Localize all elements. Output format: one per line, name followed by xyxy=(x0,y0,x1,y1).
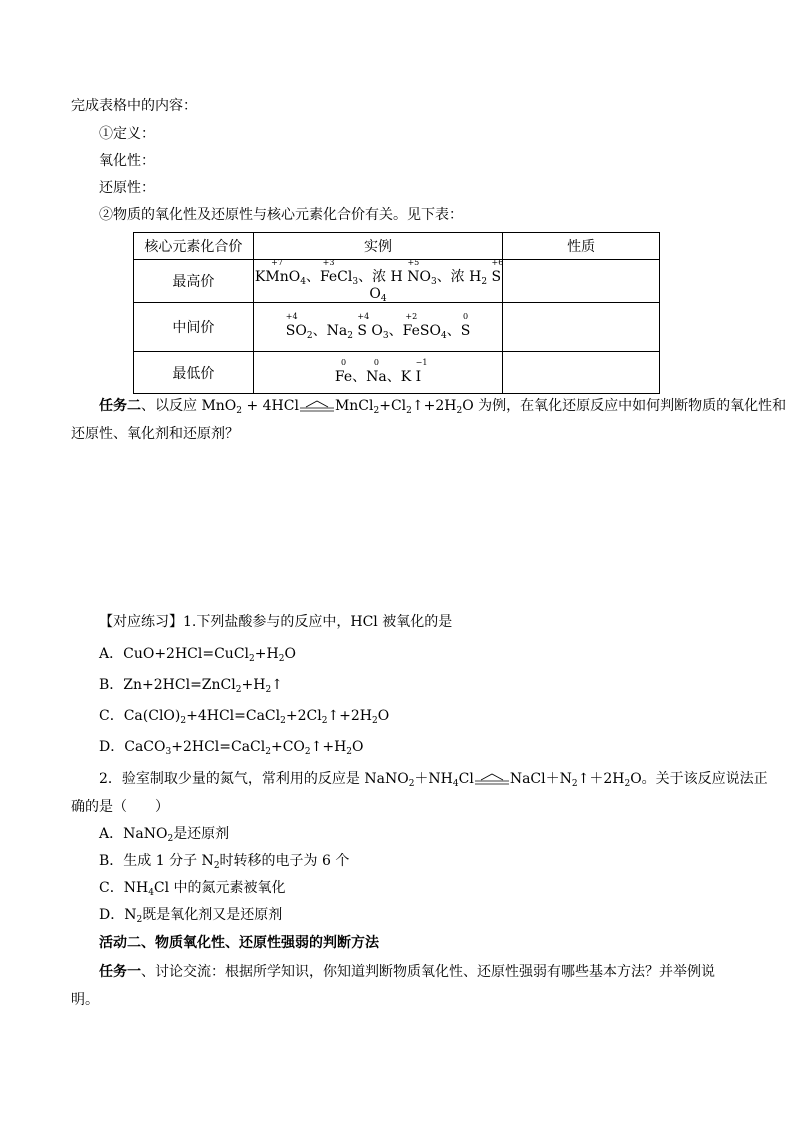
row-property xyxy=(503,352,660,394)
q2-line1: 2．验室制取少量的氮气，常利用的反应是 $NaNO_2+NH_4Cl$ $NaCl+N_2↑+2H_2O$。关于该反应说法正 xyxy=(99,771,768,789)
task2-label: 任务二 xyxy=(99,398,141,414)
practice-header: 【对应练习】1.下列盐酸参与的反应中，HCl 被氧化的是 xyxy=(99,614,453,630)
table-row xyxy=(134,260,660,303)
header-property: 性质 xyxy=(503,233,660,260)
heat-equal-sign-icon xyxy=(299,400,335,412)
activity2-heading: 活动二、物质氧化性、还原性强弱的判断方法 xyxy=(99,935,379,951)
q2-option-b: B．生成 1 分子 $N_2$时转移的电子为 6 个 xyxy=(99,853,350,871)
task2-line2: 还原性、氧化剂和还原剂？ xyxy=(71,426,239,442)
header-valence: 核心元素化合价 xyxy=(134,233,254,260)
row-property xyxy=(503,260,660,303)
table-row xyxy=(134,352,660,394)
q2-option-d: D．$N_2$既是氧化剂又是还原剂 xyxy=(99,907,283,925)
q2-option-a: A．NaNO$_2$是还原剂 xyxy=(99,826,230,844)
row-label: 最低价 xyxy=(134,352,254,394)
valence-table xyxy=(133,232,660,394)
example-formula: KMn +7 $O_4$、Fe +3 $Cl_3$、浓 H N +5 $O_3$、浓 $H_2$ S +6 $O_4$ xyxy=(254,258,504,304)
option-a: A．$CuO+2HCl=CuCl_2+H_2O$ xyxy=(99,646,296,664)
task1-line2: 明。 xyxy=(71,992,99,1008)
table-header-row xyxy=(134,233,660,260)
row-label: 最高价 xyxy=(134,260,254,303)
oxidizing-label: 氧化性： xyxy=(99,153,155,169)
intro-text: 完成表格中的内容： xyxy=(71,98,197,114)
table-row xyxy=(134,303,660,352)
heat-equal-sign-icon xyxy=(474,773,510,785)
example-formula: Fe 0 、Na 0 、K I −1 xyxy=(334,357,428,385)
row-example xyxy=(253,260,503,303)
option-b: B．$Zn+2HCl=ZnCl_2+H_2↑$ xyxy=(99,677,283,695)
reducing-label: 还原性： xyxy=(99,180,155,196)
q2-line2: 确的是（ ） xyxy=(71,799,169,815)
row-label: 中间价 xyxy=(134,303,254,352)
definition-label: ①定义： xyxy=(99,126,155,142)
task2-line1: 任务二、以反应 MnO$_2$ + 4HCl $MnCl_2+Cl_2↑+2H_2O$ 为例，在氧化还原反应中如何判断物质的氧化性和 xyxy=(99,398,787,416)
option-c: C．$Ca(ClO)_2+4HCl=CaCl_2+2Cl_2↑+2H_2O$ xyxy=(99,708,390,726)
header-example: 实例 xyxy=(253,233,503,260)
table-note: ②物质的氧化性及还原性与核心元素化合价有关。见下表： xyxy=(99,207,463,223)
q2-option-c: C．$NH_4Cl$ 中的氮元素被氧化 xyxy=(99,880,286,898)
task1-line1: 任务一、讨论交流：根据所学知识，你知道判断物质氧化性、还原性强弱有哪些基本方法？并举例说 xyxy=(99,964,715,980)
option-d: D．$CaCO_3+2HCl=CaCl_2+CO_2↑+H_2O$ xyxy=(99,739,364,757)
task1-label: 任务一 xyxy=(99,964,141,980)
example-formula: S +4 $O_2$、$Na_2$ S +4 $O_3$、Fe +2 $SO_4$、S 0 xyxy=(285,312,471,341)
row-example xyxy=(253,352,503,394)
row-property xyxy=(503,303,660,352)
row-example xyxy=(253,303,503,352)
